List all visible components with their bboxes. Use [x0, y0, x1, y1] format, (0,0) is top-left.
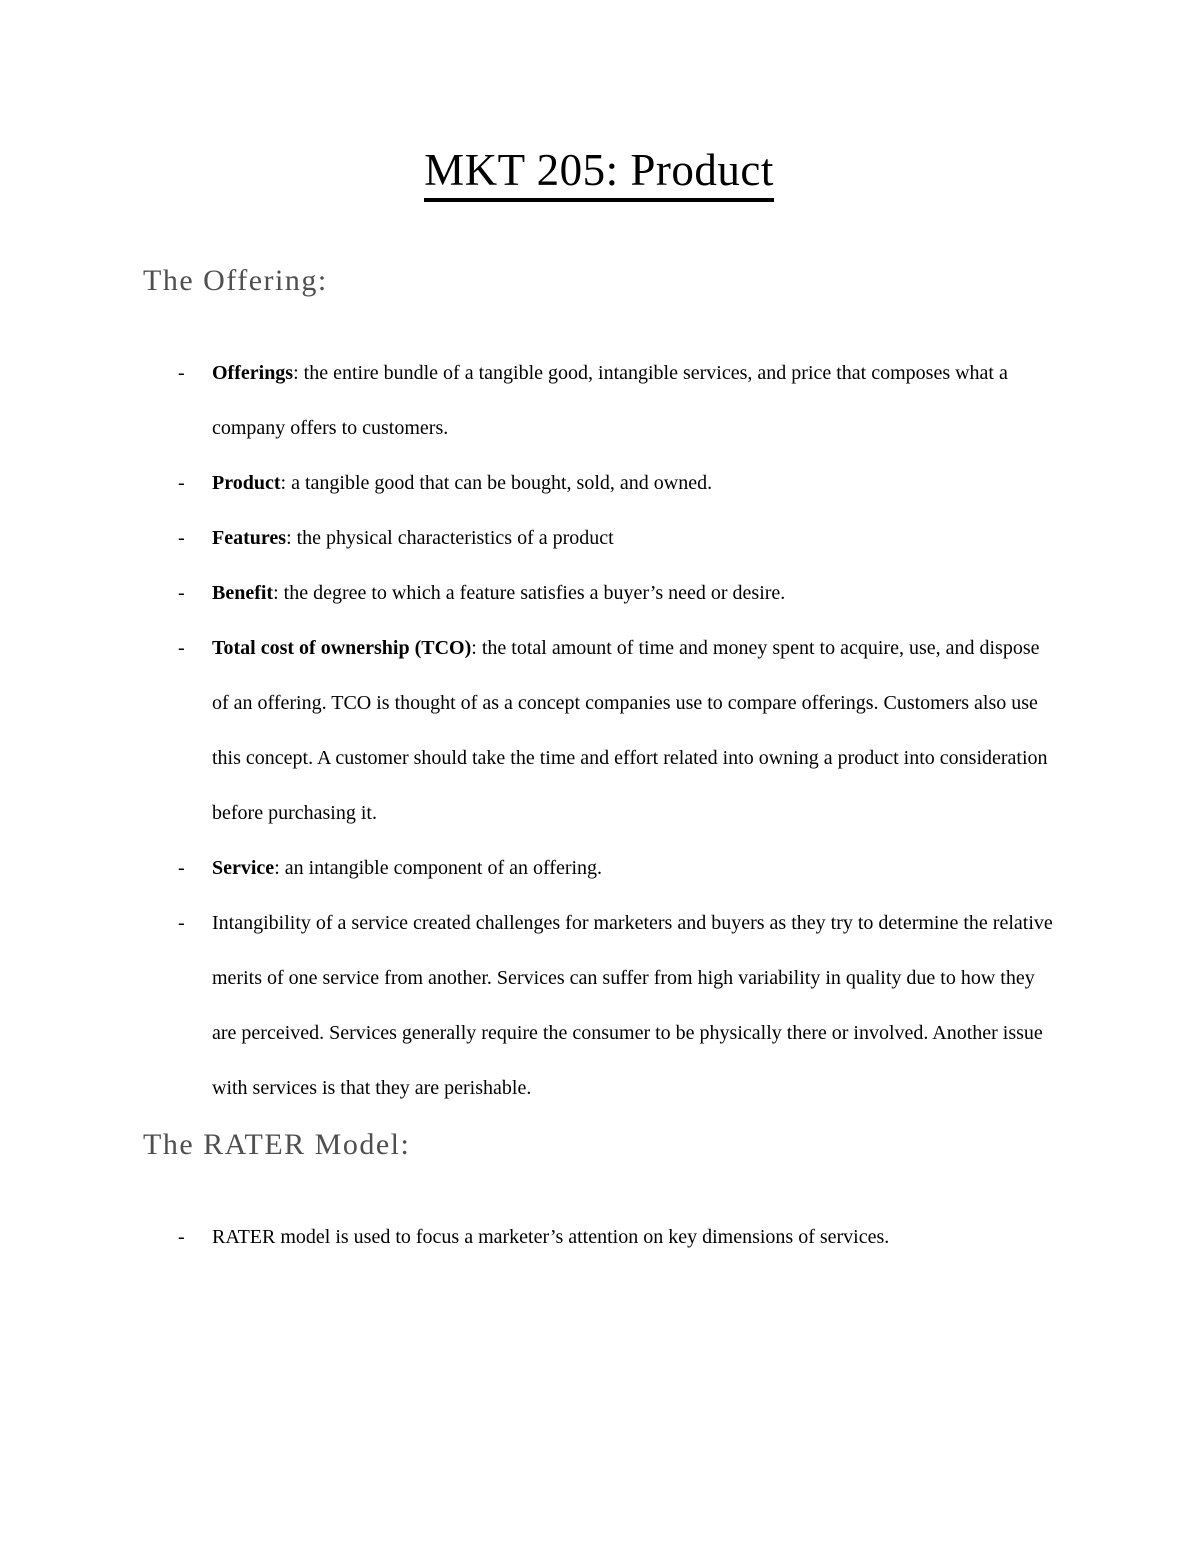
bullet-item [143, 621, 1055, 841]
bullet-marker: - [178, 527, 185, 549]
bullet-item [143, 346, 1055, 456]
bullet-list [143, 346, 1055, 1116]
bullet-marker: - [178, 637, 185, 659]
bullet-term: Benefit [212, 582, 274, 604]
bullet-marker: - [178, 362, 185, 384]
bullet-text: Intangibility of a service created challenges for marketers and buyers as they try to determine the relative merits of one service from another. Services can suffer from high variability in quality due to how they are perceived. Services generally require the consumer to be physically there or involved. Another issue with services is that they are perishable. [212, 912, 1053, 1099]
bullet-text: : the total amount of time and money spent to acquire, use, and dispose of an offering. TCO is thought of as a concept companies use to compare offerings. Customers also use this concept. A customer should take the time and effort related into owning a product into consideration before purchasing it. [212, 637, 1048, 824]
bullet-marker: - [178, 912, 185, 934]
bullet-text: : the degree to which a feature satisfies a buyer’s need or desire. [273, 582, 786, 604]
sections [143, 262, 1055, 1265]
bullet-term: Features [212, 527, 287, 549]
document-title-text: MKT 205: Product [424, 145, 774, 202]
bullet-item [143, 511, 1055, 566]
bullet-marker: - [178, 1226, 185, 1248]
bullet-item [143, 896, 1055, 1116]
section [143, 1126, 1055, 1265]
section-heading: The RATER Model: [143, 1128, 411, 1161]
bullet-item [143, 456, 1055, 511]
section [143, 262, 1055, 1116]
bullet-text: : the entire bundle of a tangible good, intangible services, and price that composes what a company offers to customers. [212, 362, 1008, 439]
bullet-item [143, 1210, 1055, 1265]
bullet-term: Service [212, 857, 275, 879]
bullet-term: Total cost of ownership (TCO) [212, 637, 472, 659]
section-heading: The Offering: [143, 264, 328, 297]
bullet-marker: - [178, 472, 185, 494]
bullet-text: : an intangible component of an offering. [274, 857, 603, 879]
bullet-marker: - [178, 857, 185, 879]
bullet-term: Offerings [212, 362, 294, 384]
bullet-text: RATER model is used to focus a marketer’s attention on key dimensions of services. [212, 1226, 890, 1248]
bullet-text: : the physical characteristics of a product [286, 527, 614, 549]
bullet-marker: - [178, 582, 185, 604]
bullet-item [143, 566, 1055, 621]
bullet-list [143, 1210, 1055, 1265]
bullet-text: : a tangible good that can be bought, sold, and owned. [280, 472, 713, 494]
bullet-term: Product [212, 472, 281, 494]
document-title [143, 144, 1055, 196]
bullet-item [143, 841, 1055, 896]
